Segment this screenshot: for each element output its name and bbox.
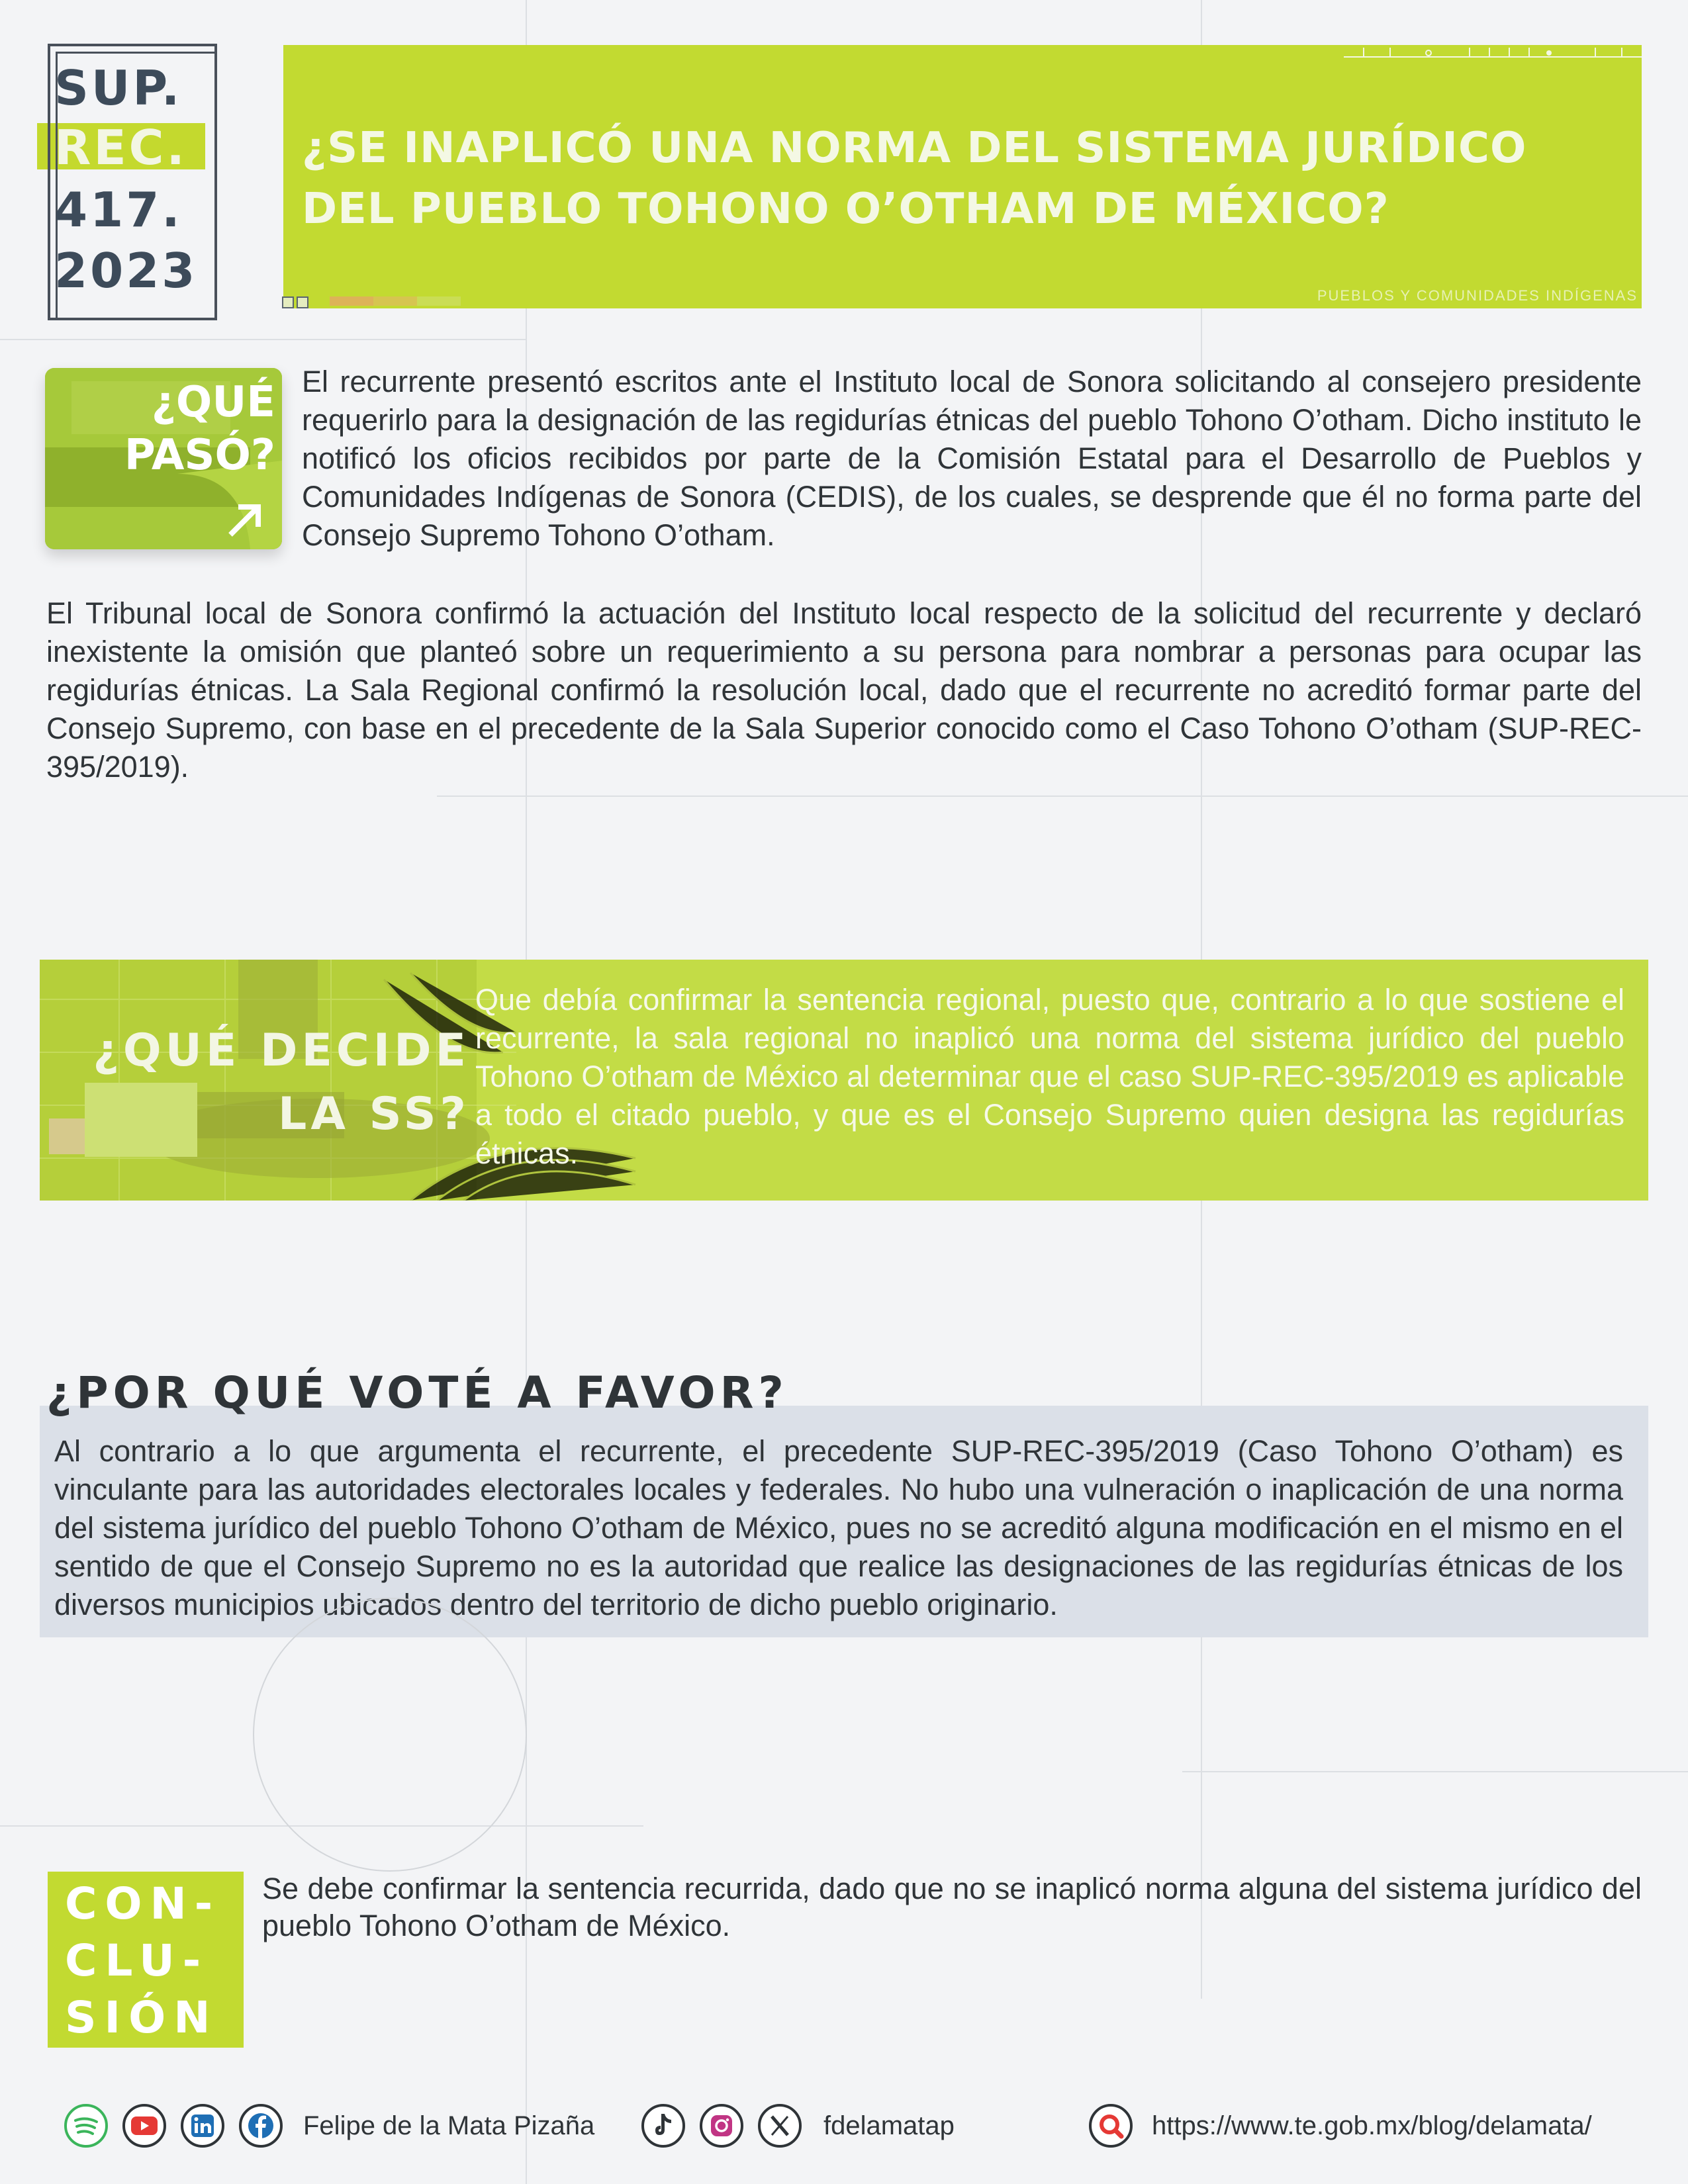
x-icon[interactable] (757, 2103, 802, 2148)
guide-line (1182, 1771, 1688, 1772)
arrow-up-right-icon (226, 502, 263, 539)
vote-heading: ¿POR QUÉ VOTÉ A FAVOR? (46, 1367, 788, 1418)
search-icon[interactable] (1088, 2103, 1133, 2148)
que-paso-card (45, 368, 282, 549)
guide-line (0, 339, 527, 340)
instagram-icon[interactable] (699, 2103, 744, 2148)
que-decide-label: ¿QUÉ DECIDE (93, 1024, 470, 1077)
case-number-line: 2023 (54, 243, 198, 298)
youtube-icon[interactable] (122, 2103, 167, 2148)
que-paso-paragraph: El Tribunal local de Sonora confirmó la actuación del Instituto local respecto de la solicitud del recurrente y declaró inexistente la omisión que planteó sobre un requerimiento a su persona para nombrar a personas para ocupar las regidurías étnicas. La Sala Regional confirmó la resolución local, dado que el recurrente no acreditó formar parte del Consejo Supremo, con base en el precedente de la Sala Superior conocido como el Caso Tohono O’otham (SUP-REC-395/2019). (46, 596, 1642, 784)
conclusion-label: CON- (65, 1878, 221, 1929)
spotify-icon[interactable] (64, 2103, 109, 2148)
que-paso-paragraph: El recurrente presentó escritos ante el Instituto local de Sonora solicitando al consejero presidente requerirlo para la designación de las regidurías étnicas del pueblo Tohono O’otham. Dicho instituto le notificó los oficios recibidos por parte de la Comisión Estatal para el Desarrollo de Pueblos y Comunidades Indígenas de Sonora (CEDIS), de los cuales, se desprende que él no forma parte del Consejo Supremo Tohono O’otham. (302, 365, 1642, 552)
bar-decoration (330, 296, 462, 310)
page-title: ¿SE INAPLICÓ UNA NORMA DEL SISTEMA JURÍDICO DEL PUEBLO TOHONO O’OTHAM DE MÉXICO? (302, 124, 1527, 234)
category-tag: PUEBLOS Y COMUNIDADES INDÍGENAS (1317, 287, 1638, 304)
footer-social-handle: fdelamatap (823, 2111, 955, 2140)
tiktok-icon[interactable] (641, 2103, 686, 2148)
que-paso-label: ¿QUÉ (151, 378, 275, 427)
circle-decoration (253, 1598, 527, 1872)
footer-author-name: Felipe de la Mata Pizaña (303, 2111, 595, 2140)
case-number-line: 417. (54, 182, 183, 238)
footer-blog-link[interactable]: https://www.te.gob.mx/blog/delamata/ (1152, 2111, 1592, 2140)
ruler-decoration (1344, 45, 1642, 58)
que-paso-label: PASÓ? (124, 431, 275, 480)
case-number-line: SUP. (54, 60, 183, 116)
conclusion-text: Se debe confirmar la sentencia recurrida, dado que no se inaplicó norma alguna del sistema jurídico del pueblo Tohono O’otham de México. (262, 1872, 1642, 1942)
vote-paragraph: Al contrario a lo que argumenta el recurrente, el precedente SUP-REC-395/2019 (Caso Tohono O’otham) es vinculante para las autoridades electorales locales y federales. No hubo una vulneración o inaplicación de una norma del sistema jurídico del pueblo Tohono O’otham de México, pues no se acreditó alguna modificación en el mismo en el sentido de que el Consejo Supremo no es la autoridad que realice las designaciones de las regidurías étnicas de los diversos municipios ubicados dentro del territorio de dicho pueblo originario. (54, 1434, 1623, 1621)
facebook-icon[interactable] (238, 2103, 283, 2148)
conclusion-label: SIÓN (65, 1992, 218, 2043)
case-number-line: REC. (54, 120, 187, 175)
que-decide-label: LA SS? (278, 1088, 470, 1140)
que-decide-text: Que debía confirmar la sentencia regional, puesto que, contrario a lo que sostiene el recurrente, la sala regional no inaplicó una norma del sistema jurídico del pueblo Tohono O’otham de México al determinar que el caso SUP-REC-395/2019 es aplicable a todo el citado pueblo, y que es el Consejo Supremo quien designa las regidurías étnicas. (475, 983, 1624, 1170)
conclusion-label: CLU- (65, 1935, 209, 1986)
linkedin-icon[interactable] (180, 2103, 225, 2148)
guide-line (437, 796, 1688, 797)
